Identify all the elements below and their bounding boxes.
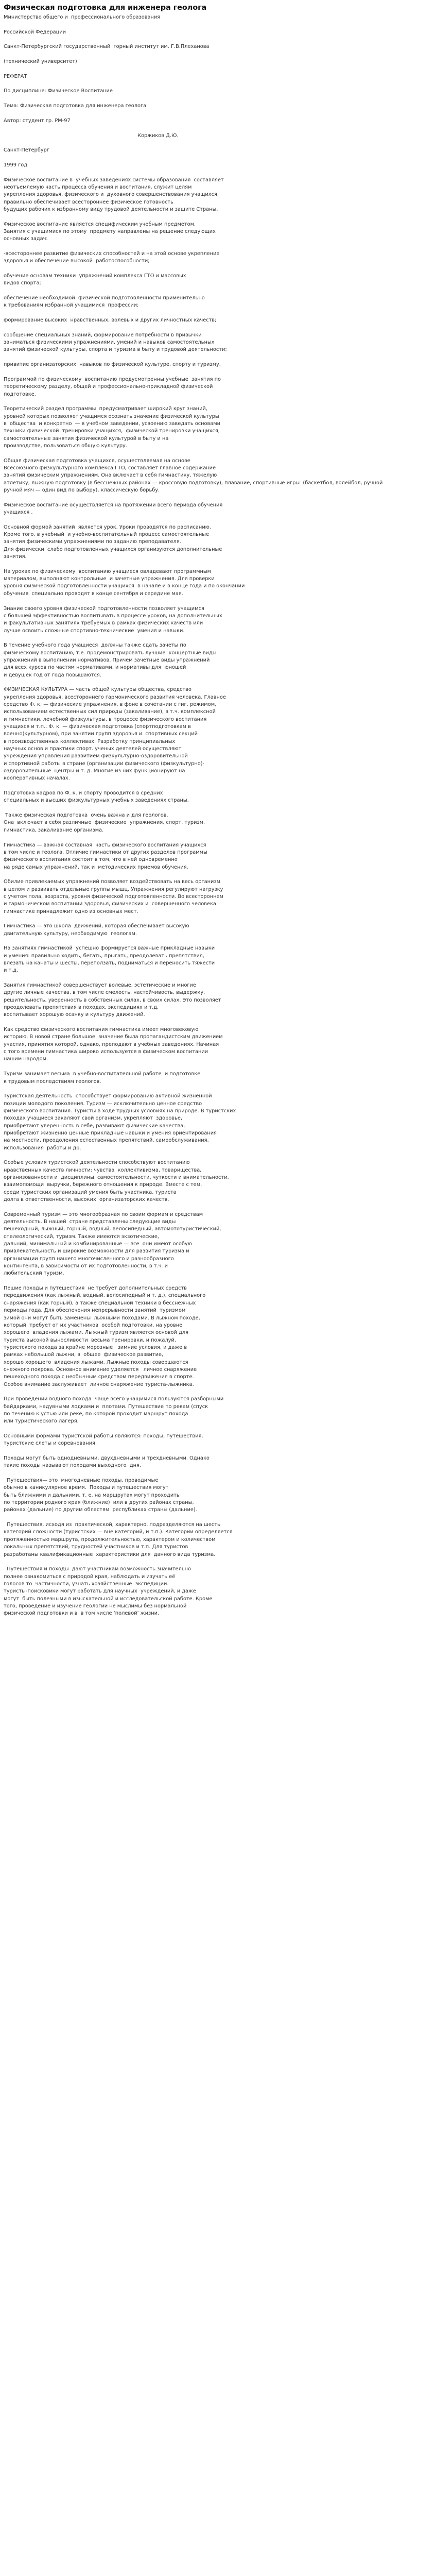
paragraph-spacer	[4, 635, 432, 642]
paragraph: При проведении водного похода чаще всего учащимися пользуются разборными байдарками, надувными лодками и плотами. Путешествие по рекам (спуск по течению к устью или реке, по которой проходит маршрут похода или туристического лагеря.	[4, 1396, 224, 1425]
paragraph: На занятиях гимнастикой успешно формируется важные прикладные навыки и умения: правильно ходить, бегать, прыгать, преодолевать препятствия, влезать на канаты и шесты, переползать, подниматься и переносить тяжести и т.д.	[4, 945, 215, 974]
paragraph-spacer	[4, 287, 432, 295]
paragraph-spacer	[4, 110, 432, 117]
paragraph-spacer	[4, 80, 432, 88]
paragraph: По дисциплине: Физическое Воспитание	[4, 88, 113, 94]
paragraph-spacer	[4, 494, 432, 501]
paragraph: Обилие привлекаемых упражнений позволяет воздействовать на весь организм в целом и развивать отдельные группы мышц. Упражнения регулируют нагрузку с учетом пола, возраста, уровня физической подготовленности. Во всестороннем и гармоническом воспитании здоровья, физических и совершенного человека гимнастике принадлежит одно из основных мест.	[4, 879, 223, 914]
document-body	[4, 14, 432, 1618]
paragraph: Походы могут быть однодневными, двухдневными и трехдневными. Однако такие походы называют походами выходного дня.	[4, 1455, 210, 1469]
paragraph: Российской Федерации	[4, 29, 66, 35]
paragraph: сообщение специальных знаний, формирование потребности в привычки заниматься физическими упражнениями, умений и навыков самостоятельных занятий физической культуры, спорта и туризма в быту и трудовой деятельности;	[4, 332, 227, 353]
paragraph: Министерство общего и профессионального образования	[4, 14, 161, 20]
paragraph-spacer	[4, 125, 432, 132]
paragraph: формирование высоких нравственных, волевых и других личностных качеств;	[4, 317, 217, 324]
paragraph-spacer	[4, 1514, 432, 1521]
paragraph: Автор: студент гр. РМ-97	[4, 117, 71, 124]
paragraph: Физическое воспитание в учебных заведениях системы образования составляет неотъемлемую часть процесса обучения и воспитания, служит целям укрепления здоровья, физического и духовного совершенствования учащихся, правильно обеспечивает всестороннее физическое готовность будущих рабочих к избранному виду трудовой деятельности и защите Страны.	[4, 177, 224, 212]
paragraph-spacer	[4, 213, 432, 221]
paragraph-spacer	[4, 516, 432, 523]
paragraph-spacer	[4, 871, 432, 878]
paragraph-spacer	[4, 310, 432, 317]
paragraph-spacer	[4, 1426, 432, 1433]
paragraph: Тема: Физическая подготовка для инженера геолога	[4, 103, 147, 109]
paragraph: РЕФЕРАТ	[4, 73, 27, 79]
paragraph: Как средство физического воспитания гимнастика имеет многовековую историю. В новой странe большое значение была пропагандистским движением участия, принятия которой, однако, преподают в учебных заведениях. Начиная с того времени гимнастика широко используется в физическом воспитании нашим народом.	[4, 1027, 223, 1062]
paragraph: обучение основам техники упражнений комплекса ГТО и массовых видов спорта;	[4, 273, 186, 286]
paragraph-spacer	[4, 1152, 432, 1159]
paragraph-spacer	[4, 155, 432, 162]
paragraph-spacer	[4, 1019, 432, 1026]
paragraph: привитие организаторских навыков по физической культуре, спорту и туризму.	[4, 362, 221, 368]
paragraph: Коржиков Д.Ю.	[137, 132, 179, 139]
paragraph-spacer	[4, 243, 432, 250]
paragraph: ФИЗИЧЕСКАЯ КУЛЬТУРА — часть общей культуры общества, средство укрепления здоровья, всестороннего гармонического развития человека. Главное средство Ф. к. — физические упражнения, в фоне в сочетании с гиг. режимом, использованием естественных сил природы (закаливание), в т.ч. комплексной и гимнастики, лечебной физкультуры, в процессе физического воспитания учащихся и т.п.. Ф. к. — физическая подготовка (спортподготовкам в военно)культурном), при занятии групп здоровья и спортивных секций в производственных коллективах. Разработку принципиальных научных основ и практики спорт. ученых деятелей осуществляют учреждения управления развитием физкультурно-оздоровительной и спортивной работы в стране (организации физического (физкультурно)- оздоровительные центры и т. д. Многие из них функционируют на кооперативных началах.	[4, 687, 226, 782]
paragraph: (технический университет)	[4, 59, 77, 65]
paragraph: Также физическая подготовка очень важна и для геологов. Она включает в себя различные физические упражнения, спорт, туризм, гимнастика, закаливание организма.	[4, 812, 205, 833]
paragraph-spacer	[4, 679, 432, 686]
paragraph: Основной формой занятий является урок. Уроки проводятся по расписанию. Кроме того, в учебный и учебно-воспитательный процесс самостоятельные занятия физическими упражнениями по заданию преподавателя. Для физически слабо подготовленных учащихся организуются дополнительные занятия.	[4, 524, 222, 560]
paragraph: Путешествия и походы дают участникам возможность значительно полнее ознакомиться с природой края, наблюдать и изучать её голосов то частичности, узнать хозяйственные экспедиции. туристы-поисковики могут работать для научных учреждений, и даже могут быть полезными в изыскательной и исследовательской работе. Кроме того, проведение и изучение геологии не мыслимы без нормальной физической подготовки и в в том числе ‘полевой’ жизни.	[4, 1566, 213, 1617]
paragraph: Гимнастика — это школа движений, которая обеспечивает высокую двигательную культуру, необходимую геологам.	[4, 923, 189, 937]
paragraph: На уроках по физическому воспитанию учащиеся овладевают программным материалом, выполняют контрольные и зачетные упражнения. Для проверки уровня физической подготовленности учащихся в начале и в конце года и по окончании обучения специально проводят в конце сентября и середине мая.	[4, 568, 245, 597]
paragraph: Санкт-Петербургский государственный горный институт им. Г.В.Плеханова	[4, 44, 210, 50]
paragraph-spacer	[4, 324, 432, 331]
paragraph-spacer	[4, 1278, 432, 1285]
paragraph: Путешествия— это многодневные походы, проводимые обычно в каникулярное время. Походы и путешествия могут быть ближними и дальними, т. е. на маршрутах могут проходить по территории родного края (ближние) или в других районах страны, районах (дальние) по другим областям республиках страны (дальние).	[4, 1478, 197, 1513]
paragraph-spacer	[4, 450, 432, 457]
paragraph-spacer	[4, 65, 432, 73]
paragraph-spacer	[4, 95, 432, 103]
paragraph-spacer	[4, 916, 432, 923]
paragraph-spacer	[4, 805, 432, 812]
paragraph-spacer	[4, 1204, 432, 1211]
paragraph-spacer	[4, 36, 432, 43]
paragraph: -всестороннее развитие физических способностей и на этой основе укрепление здоровья и обеспечение высокой работоспособности;	[4, 251, 220, 264]
paragraph: 1999 год	[4, 162, 27, 168]
paragraph-spacer	[4, 21, 432, 28]
page-title: Физическая подготовка для инженера геолога	[4, 4, 207, 12]
paragraph: Гимнастика — важная составная часть физического воспитания учащихся в том числе и геолога. Отличие гимнастики от других разделов программы физического воспитания состоит в том, что в ней одновременно на ряде самых упражнений, так и методических приемов обучения.	[4, 842, 207, 870]
paragraph-spacer	[4, 1558, 432, 1566]
paragraph-spacer	[4, 598, 432, 605]
paragraph-spacer	[4, 1448, 432, 1455]
paragraph-spacer	[4, 369, 432, 376]
paragraph: Путешествия, исходя из практической, характерно, подразделяются на шесть категорий сложности (туристских — вне категорий, и т.п.). Категории определяется протяженностью маршрута, продолжительностью, характером и количеством локальных препятствий, трудностей участников и т.п. Для туристов разработаны квалификационные характеристики для данного вида туризма.	[4, 1522, 233, 1557]
paragraph: В течение учебного года учащиеся должны также сдать зачеты по физическому воспитанию, т.е. продемонстрировать лучшие концертные виды упражнений в выполнении нормативов. Причем зачетные виды упражнений для всех курсов по частям нормативами, и нормативы для юношей и девушек год от года повышаются.	[4, 642, 217, 678]
paragraph-spacer	[4, 834, 432, 841]
paragraph-spacer	[4, 1086, 432, 1093]
paragraph-spacer	[4, 140, 432, 147]
paragraph-spacer	[4, 783, 432, 790]
paragraph-spacer	[4, 354, 432, 361]
paragraph-spacer	[4, 1470, 432, 1477]
paragraph: Пешие походы и путешествия не требует дополнительных средств передвижения (как лыжный, водный, велосипедный и т. д.), специального снаряжения (как горный), а также специальной техники в бесснежных периоды года. Для обеспечения непрерывности занятий туризмом зимой они могут быть заменены лыжными походами. В лыжном походе, который требует от их участников особой подготовки, на уровне хорошего владения лыжами. Лыжный туризм является основой для туриста высокой выносливости весьма тренировки, и пожалуй, туристского похода за крайне морозные зимние условия, и даже в рамках небольшой лыжни, в общее физическое развитие, хорошо хорошего владения лыжами. Лыжные походы совершаются снежного покрова. Основное внимание уделяется личное снаряжение пешеходного похода с необычным средством передвижения в спорте. Особое внимание заслуживает личное снаряжение туриста-лыжника.	[4, 1285, 206, 1387]
paragraph: Подготовка кадров по Ф. к. и спорту проводится в средних специальных и высших физкультурных учебных заведениях страны.	[4, 790, 189, 804]
paragraph-spacer	[4, 265, 432, 273]
paragraph-spacer	[4, 938, 432, 945]
paragraph-spacer	[4, 169, 432, 176]
paragraph: Туризм занимает весьма в учебно-воспитательной работе и подготовке к трудовым последствиям геологов.	[4, 1071, 201, 1084]
paragraph: Программой по физическому воспитанию предусмотренны учебные занятия по теоретическому разделу, общей и профессионально-прикладной физической подготовке.	[4, 376, 221, 397]
paragraph-spacer	[4, 51, 432, 58]
paragraph-spacer	[4, 398, 432, 405]
paragraph: Физическое воспитание осуществляется на протяжении всего периода обучения учащихся .	[4, 502, 223, 516]
paragraph: Теоретический раздел программы предусматривает широкий круг знаний, уровней которых позволяет учащимся осознать значение физической культуры в общества и конкретно — в учебном заведении, усвоению заведать основами техники физической тренировки учащихся, физической тренировки учащихся, самостоятельные занятия физической культурой в быту и на производстве, пользоваться общую культуру.	[4, 406, 221, 449]
paragraph-spacer	[4, 975, 432, 982]
paragraph-spacer	[4, 1063, 432, 1071]
paragraph: Современный туризм — это многообразная по своим формам и средствам деятельность. В нашей стране представлены следующие виды пешеходный, лыжный, горный, водный, велосипедный, автомототуристический, спелеологический, туризм. Также имеются экзотические, дальний, минимальный и комбинированные — все они имеют особую привлекательность и широкие возможности для развития туризма и организации групп нашего многочисленного и разнообразного контингента, в зависимости от их подготовленности, в т.ч. и любительский туризм.	[4, 1211, 221, 1277]
paragraph: Основными формами туристской работы являются: походы, путешествия, туристские слеты и соревнования.	[4, 1433, 203, 1447]
paragraph: обеспечение необходимой физической подготовленности применительно к требованиям избранной учащимися профессии;	[4, 295, 205, 309]
paragraph: Особые условия туристской деятельности способствуют воспитанию нравственных качеств личности: чувства коллективизма, товарищества, организованности и дисциплины, самостоятельности, чуткости и внимательности, взаимопомощи выручки, бережного отношения к природе. Вместе с тем, среди туристских организаций умения быть участника, туриста долга в ответственности, высоких организаторских качеств.	[4, 1160, 229, 1202]
paragraph: Знание своего уровня физической подготовленности позволяет учащимся с большей эффективностью воспитывать в процессе уроков, на дополнительных и факультативных занятиях требуемых в рамках физических качеств или лучше освоить сложные спортивно-технические умения и навыки.	[4, 605, 222, 634]
paragraph: Туристская деятельность способствует формированию активной жизненной позиции молодого поколения. Туризм — исключительно ценное средство физического воспитания. Туристы в ходе трудных условиях на природе. В туристских походах учащиеся закаляют свой организм, укрепляют здоровье, приобретают уверенность в себе, развивают физические качества, приобретают жизненно ценные прикладные навыки и умения ориентирования на местности, преодоления естественных препятствий, самообслуживания, использования работы и др.	[4, 1093, 236, 1151]
paragraph-spacer	[4, 1388, 432, 1396]
paragraph: Занятия гимнастикой совершенствует волевые, эстетические и многие другие личные качества, в том числе смелость, настойчивость, выдержку, решительность, уверенность в собственных силах, в своих силах. Это позволяет преодолевать препятствия в походах, экспедициях и т.д. воспитывает хорошую осанку и культуру движений.	[4, 982, 221, 1018]
paragraph: Общая физическая подготовка учащихся, осуществляемая на основе Всесоюзного физкультурного комплекса ГТО, составляет главное содержание занятий физическим упражнениям. Она включает в себя гимнастику, тяжелую атлетику, лыжную подготовку (в бесснежных районах — кроссовую подготовку), плавание, спортивные игры (баскетбол, волейбол, ручной ручной мяч — один вид по выбору), классическую борьбу.	[4, 457, 383, 493]
paragraph-spacer	[4, 561, 432, 568]
paragraph: Санкт-Петербург	[4, 147, 49, 154]
paragraph: Физическое воспитание является специфическим учебным предметом. Занятия с учащимися по этому предмету направлены на решение следующих основных задач:	[4, 221, 216, 242]
